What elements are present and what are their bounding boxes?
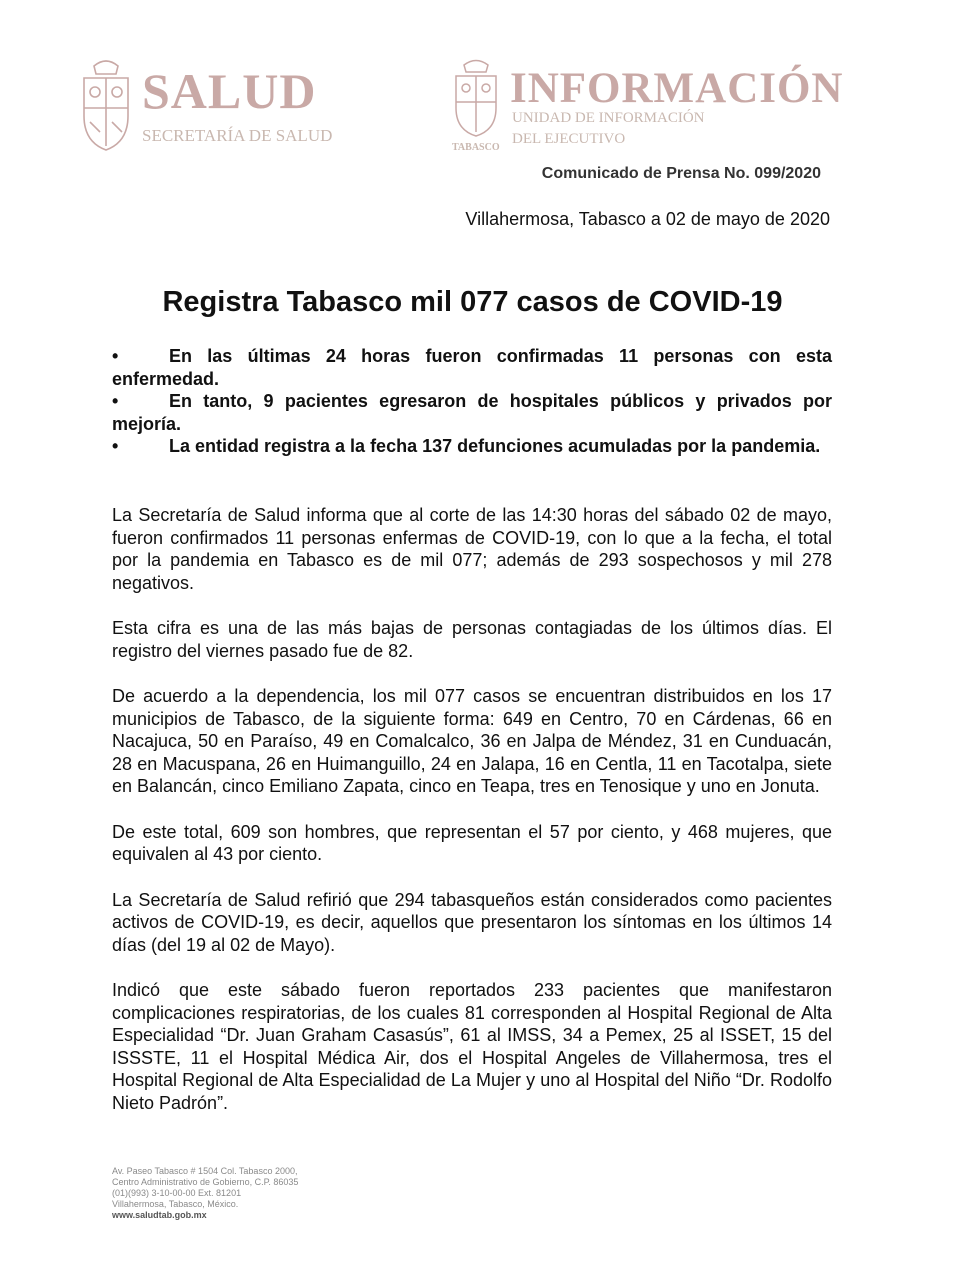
paragraph: La Secretaría de Salud informa que al corte de las 14:30 horas del sábado 02 de mayo, fueron confirmados 11 personas enfermas de COVID-19, con lo que a la fecha, el total por la pandemia en Tabasco es de mil 077; además de 293 sospechosos y mil 278 negativos. <box>112 505 832 593</box>
footer-line: Villahermosa, Tabasco, México. <box>112 1199 239 1209</box>
coat-of-arms-icon <box>80 56 132 152</box>
salud-logo <box>80 56 340 156</box>
paragraph: Indicó que este sábado fueron reportados 233 pacientes que manifestaron complicaciones respiratorias, de los cuales 81 corresponden al Hospital Regional de Alta Especialidad “Dr. Juan Graham Casasús”, 61 al IMSS, 34 a Pemex, 25 al ISSET, 15 del ISSSTE, 11 el Hospital Médica Air, dos el Hospital Angeles de Villahermosa, tres el Hospital Regional de Alta Especialidad de La Mujer y uno al Hospital del Niño “Dr. Rodolfo Nieto Padrón”. <box>112 980 832 1113</box>
footer-line: Av. Paseo Tabasco # 1504 Col. Tabasco 2000, <box>112 1166 298 1176</box>
headline: Registra Tabasco mil 077 casos de COVID-19 <box>162 286 783 318</box>
highlight-text: En las últimas 24 horas fueron confirmadas 11 personas con esta enfermedad. <box>112 346 832 389</box>
highlights-list <box>112 345 832 458</box>
highlight-item <box>112 390 832 435</box>
salud-logo-title: SALUD <box>142 63 317 119</box>
bullet-icon: • <box>112 391 119 411</box>
paragraph: De acuerdo a la dependencia, los mil 077 casos se encuentran distribuidos en los 17 municipios de Tabasco, de la siguiente forma: 649 en Centro, 70 en Cárdenas, 66 en Nacajuca, 50 en Paraíso, 49 en Comalcalco, 36 en Jalpa de Méndez, 31 en Cunduacán, 28 en Macuspana, 26 en Huimanguillo, 24 en Jalapa, 16 en Centla, 11 en Tacotalpa, siete en Balancán, cinco Emiliano Zapata, cinco en Teapa, tres en Tenosique y uno en Jonuta. <box>112 686 832 796</box>
salud-logo-subtitle: SECRETARÍA DE SALUD <box>142 126 333 145</box>
footer-address <box>112 1166 372 1221</box>
informacion-logo <box>452 56 852 156</box>
highlight-text: La entidad registra a la fecha 137 defunciones acumuladas por la pandemia. <box>169 436 821 456</box>
article-body <box>112 504 832 1137</box>
seal-caption: TABASCO <box>452 142 500 153</box>
highlight-item <box>112 345 832 390</box>
letterhead <box>0 0 957 160</box>
paragraph: Esta cifra es una de las más bajas de personas contagiadas de los últimos días. El registro del viernes pasado fue de 82. <box>112 618 832 661</box>
paragraph: De este total, 609 son hombres, que representan el 57 por ciento, y 468 mujeres, que equivalen al 43 por ciento. <box>112 821 832 864</box>
informacion-logo-subtitle-1: UNIDAD DE INFORMACIÓN <box>512 110 705 126</box>
footer-website: www.saludtab.gob.mx <box>112 1210 207 1220</box>
paragraph: La Secretaría de Salud refirió que 294 tabasqueños están considerados como pacientes activos de COVID-19, es decir, aquellos que presentaron los síntomas en los últimos 14 días (del 19 al 02 de Mayo). <box>112 889 832 955</box>
informacion-logo-subtitle-2: DEL EJECUTIVO <box>512 131 626 147</box>
footer-line: Centro Administrativo de Gobierno, C.P. 86035 <box>112 1177 299 1187</box>
highlight-item <box>112 435 832 458</box>
bullet-icon: • <box>112 346 119 366</box>
footer-line: (01)(993) 3-10-00-00 Ext. 81201 <box>112 1188 242 1198</box>
press-release-number: Comunicado de Prensa No. 099/2020 <box>541 165 821 182</box>
date-line: Villahermosa, Tabasco a 02 de mayo de 2020 <box>465 209 830 229</box>
tabasco-seal-icon <box>452 56 500 138</box>
bullet-icon: • <box>112 436 119 456</box>
highlight-text: En tanto, 9 pacientes egresaron de hospitales públicos y privados por mejoría. <box>112 391 832 434</box>
informacion-logo-title: INFORMACIÓN <box>510 65 844 112</box>
